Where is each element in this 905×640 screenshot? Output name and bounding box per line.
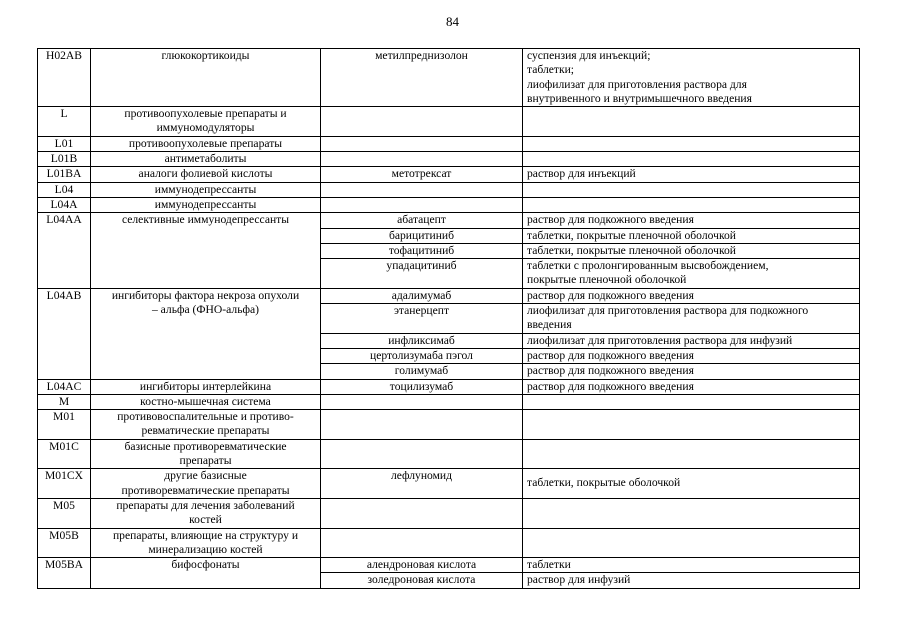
table-row	[38, 288, 860, 303]
dosage-form: лиофилизат для приготовления раствора для подкожного введения	[523, 304, 860, 334]
table-row	[38, 49, 860, 107]
table-row	[38, 528, 860, 558]
atc-code: M01CX	[38, 469, 91, 499]
dosage-form	[523, 136, 860, 151]
atc-group: глюкокортикоиды	[91, 49, 321, 107]
dosage-form	[523, 498, 860, 528]
drug-name: барицитиниб	[321, 228, 523, 243]
table-row	[38, 498, 860, 528]
drug-name	[321, 498, 523, 528]
drug-name	[321, 439, 523, 469]
drug-name	[321, 528, 523, 558]
atc-group: селективные иммунодепрессанты	[91, 213, 321, 288]
dosage-form	[523, 107, 860, 137]
atc-group: противоопухолевые препараты и иммуномодуляторы	[91, 107, 321, 137]
dosage-form: раствор для подкожного введения	[523, 348, 860, 363]
dosage-form	[523, 528, 860, 558]
dosage-form: раствор для подкожного введения	[523, 213, 860, 228]
atc-group: препараты для лечения заболеваний костей	[91, 498, 321, 528]
atc-group: бифосфонаты	[91, 558, 321, 589]
dosage-form	[523, 182, 860, 197]
table-row	[38, 558, 860, 573]
atc-code: L04A	[38, 197, 91, 212]
drug-name: инфликсимаб	[321, 333, 523, 348]
drug-name	[321, 197, 523, 212]
dosage-form: раствор для инъекций	[523, 167, 860, 182]
drug-name	[321, 107, 523, 137]
dosage-form: таблетки, покрытые оболочкой	[523, 469, 860, 499]
atc-group: ингибиторы интерлейкина	[91, 379, 321, 394]
atc-code: M05BA	[38, 558, 91, 589]
drug-name: метотрексат	[321, 167, 523, 182]
atc-group: ингибиторы фактора некроза опухоли – альфа (ФНО-альфа)	[91, 288, 321, 379]
dosage-form: раствор для подкожного введения	[523, 364, 860, 379]
drug-name	[321, 152, 523, 167]
atc-group: иммунодепрессанты	[91, 197, 321, 212]
table-row	[38, 379, 860, 394]
atc-code: L04AC	[38, 379, 91, 394]
table-row	[38, 167, 860, 182]
atc-group: другие базисные противоревматические препараты	[91, 469, 321, 499]
dosage-form	[523, 410, 860, 440]
dosage-form	[523, 152, 860, 167]
table-row	[38, 410, 860, 440]
dosage-form	[523, 439, 860, 469]
dosage-form: таблетки, покрытые пленочной оболочкой	[523, 243, 860, 258]
atc-code: L01BA	[38, 167, 91, 182]
atc-group: базисные противоревматические препараты	[91, 439, 321, 469]
dosage-form	[523, 394, 860, 409]
atc-group: костно-мышечная система	[91, 394, 321, 409]
page-number: 84	[446, 14, 459, 29]
drug-name: голимумаб	[321, 364, 523, 379]
drug-name: метилпреднизолон	[321, 49, 523, 107]
drug-name: алендроновая кислота	[321, 558, 523, 573]
dosage-form: таблетки с пролонгированным высвобождением, покрытые пленочной оболочкой	[523, 259, 860, 289]
atc-code: M05B	[38, 528, 91, 558]
drug-name	[321, 410, 523, 440]
table-row	[38, 469, 860, 499]
drug-name	[321, 136, 523, 151]
atc-code: M05	[38, 498, 91, 528]
atc-code: L04AB	[38, 288, 91, 379]
table-row	[38, 107, 860, 137]
drug-name: цертолизумаба пэгол	[321, 348, 523, 363]
atc-group: иммунодепрессанты	[91, 182, 321, 197]
table-row	[38, 152, 860, 167]
drug-name: упадацитиниб	[321, 259, 523, 289]
atc-code: L04AA	[38, 213, 91, 288]
atc-code: L	[38, 107, 91, 137]
atc-code: M01	[38, 410, 91, 440]
atc-group: противоопухолевые препараты	[91, 136, 321, 151]
atc-group: аналоги фолиевой кислоты	[91, 167, 321, 182]
atc-group: антиметаболиты	[91, 152, 321, 167]
atc-code: H02AB	[38, 49, 91, 107]
drug-name: золедроновая кислота	[321, 573, 523, 588]
table-row	[38, 136, 860, 151]
table-row	[38, 394, 860, 409]
drug-name	[321, 394, 523, 409]
atc-code: M01C	[38, 439, 91, 469]
dosage-form: таблетки, покрытые пленочной оболочкой	[523, 228, 860, 243]
atc-code: L04	[38, 182, 91, 197]
dosage-form: суспензия для инъекций; таблетки; лиофилизат для приготовления раствора для внутривенного и внутримышечного введения	[523, 49, 860, 107]
table-row	[38, 197, 860, 212]
atc-group: противовоспалительные и противо- ревматические препараты	[91, 410, 321, 440]
drug-name	[321, 182, 523, 197]
drug-name: адалимумаб	[321, 288, 523, 303]
drug-name: лефлуномид	[321, 469, 523, 499]
table-row	[38, 439, 860, 469]
drug-table	[37, 48, 860, 589]
atc-group: препараты, влияющие на структуру и минерализацию костей	[91, 528, 321, 558]
table-row	[38, 182, 860, 197]
dosage-form: раствор для подкожного введения	[523, 288, 860, 303]
table-row	[38, 213, 860, 228]
drug-name: этанерцепт	[321, 304, 523, 334]
atc-code: L01	[38, 136, 91, 151]
dosage-form: таблетки	[523, 558, 860, 573]
dosage-form: раствор для подкожного введения	[523, 379, 860, 394]
dosage-form	[523, 197, 860, 212]
drug-name: абатацепт	[321, 213, 523, 228]
atc-code: M	[38, 394, 91, 409]
drug-name: тоцилизумаб	[321, 379, 523, 394]
atc-code: L01B	[38, 152, 91, 167]
drug-name: тофацитиниб	[321, 243, 523, 258]
dosage-form: раствор для инфузий	[523, 573, 860, 588]
dosage-form: лиофилизат для приготовления раствора для инфузий	[523, 333, 860, 348]
